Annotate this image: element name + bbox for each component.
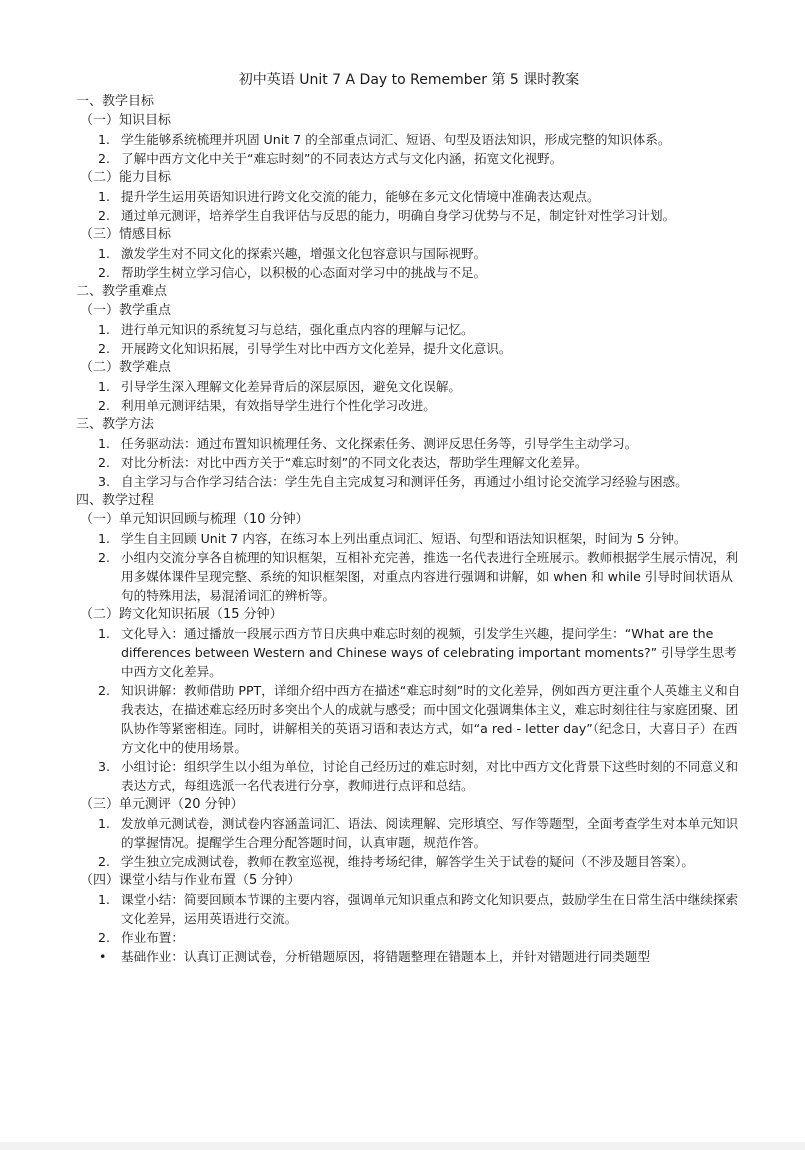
list-item [76,681,742,757]
item-number: 3. [98,759,111,774]
list-item [76,206,742,225]
item-text: 作业布置： [121,930,184,945]
list-item [76,928,742,947]
item-text: 利用单元测评结果，有效指导学生进行个性化学习改进。 [121,398,436,413]
item-number: 2. [98,265,111,280]
item-number: 2. [98,455,111,470]
item-text: 对比分析法：对比中西方关于“难忘时刻”的不同文化表达，帮助学生理解文化差异。 [121,455,588,470]
item-number: 2. [98,550,111,565]
item-number: 1. [98,892,111,907]
subsection-heading: （三）情感目标 [80,227,172,242]
item-number: 1. [98,246,111,261]
item-text: 文化导入：通过播放一段展示西方节日庆典中难忘时刻的视频，引发学生兴趣，提问学生：“What are the differences between Western and Chinese ways of celebrating important moments?” 引导学生思考中西方文化差异。 [121,626,737,679]
item-text: 了解中西方文化中关于“难忘时刻”的不同表达方式与文化内涵，拓宽文化视野。 [121,151,563,166]
item-text: 通过单元测评，培养学生自我评估与反思的能力，明确自身学习优势与不足，制定针对性学习计划。 [121,208,676,223]
item-text: 学生自主回顾 Unit 7 内容，在练习本上列出重点词汇、短语、句型和语法知识框架，时间为 5 分钟。 [121,531,687,546]
section-heading: 三、教学方法 [76,417,155,432]
subsection-heading: （一）知识目标 [80,113,172,128]
item-number: 1. [98,436,111,451]
bullet-item [76,947,742,966]
list-item [76,244,742,263]
subsection-heading: （二）能力目标 [80,170,172,185]
subsection-heading: （一）单元知识回顾与梳理（10 分钟） [80,512,309,527]
item-number: 1. [98,322,111,337]
item-text: 自主学习与合作学习结合法：学生先自主完成复习和测评任务，再通过小组讨论交流学习经验与困惑。 [121,474,688,489]
list-item [76,396,742,415]
item-number: 1. [98,531,111,546]
item-text: 学生独立完成测试卷，教师在教室巡视，维持考场纪律，解答学生关于试卷的疑问（不涉及题目答案）。 [121,854,695,869]
list-item [76,529,742,548]
list-item [76,377,742,396]
list-item [76,453,742,472]
item-text: 课堂小结：简要回顾本节课的主要内容，强调单元知识重点和跨文化知识要点，鼓励学生在日常生活中继续探索文化差异，运用英语进行交流。 [121,892,739,926]
list-item [76,434,742,453]
item-number: 2. [98,930,111,945]
list-item [76,757,742,795]
item-text: 激发学生对不同文化的探索兴趣，增强文化包容意识与国际视野。 [121,246,487,261]
item-number: 3. [98,474,111,489]
list-item [76,339,742,358]
list-item [76,624,742,681]
list-item [76,548,742,605]
list-item [76,187,742,206]
item-number: 2. [98,683,111,698]
item-text: 发放单元测试卷，测试卷内容涵盖词汇、语法、阅读理解、完形填空、写作等题型，全面考查学生对本单元知识的掌握情况。提醒学生合理分配答题时间，认真审题，规范作答。 [121,816,739,850]
item-text: 小组内交流分享各自梳理的知识框架，互相补充完善，推选一名代表进行全班展示。教师根据学生展示情况，利用多媒体课件呈现完整、系统的知识框架图，对重点内容进行强调和讲解，如 when 和 while 引导时间状语从句的特殊用法，易混淆词汇的辨析等。 [121,550,739,603]
list-item [76,149,742,168]
item-text: 提升学生运用英语知识进行跨文化交流的能力，能够在多元文化情境中准确表达观点。 [121,189,600,204]
item-text: 帮助学生树立学习信心，以积极的心态面对学习中的挑战与不足。 [121,265,487,280]
item-number: 2. [98,208,111,223]
document-body [76,70,742,966]
list-item [76,890,742,928]
item-number: 1. [98,816,111,831]
page-title: 初中英语 Unit 7 A Day to Remember 第 5 课时教案 [238,72,580,88]
item-number: 1. [98,379,111,394]
bullet-icon: • [99,949,107,964]
item-text: 学生能够系统梳理并巩固 Unit 7 的全部重点词汇、短语、句型及语法知识，形成完整的知识体系。 [121,132,671,147]
item-number: 2. [98,151,111,166]
item-text: 开展跨文化知识拓展，引导学生对比中西方文化差异，提升文化意识。 [121,341,512,356]
item-number: 1. [98,626,111,641]
list-item [76,814,742,852]
item-text: 进行单元知识的系统复习与总结，强化重点内容的理解与记忆。 [121,322,474,337]
subsection-heading: （二）跨文化知识拓展（15 分钟） [80,607,283,622]
subsection-heading: （四）课堂小结与作业布置（5 分钟） [80,873,301,888]
subsection-heading: （二）教学难点 [80,360,172,375]
list-item [76,852,742,871]
section-heading: 一、教学目标 [76,94,155,109]
item-number: 2. [98,854,111,869]
list-item [76,130,742,149]
subsection-heading: （三）单元测评（20 分钟） [80,797,244,812]
item-number: 2. [98,341,111,356]
list-item [76,472,742,491]
item-text: 知识讲解：教师借助 PPT，详细介绍中西方在描述“难忘时刻”时的文化差异，例如西方更注重个人英雄主义和自我表达，在描述难忘经历时多突出个人的成就与感受；而中国文化强调集体主义，难忘时刻往往与家庭团聚、团队协作等紧密相连。同时，讲解相关的英语习语和表达方式，如“a red - letter day”（纪念日，大喜日子）在西方文化中的使用场景。 [121,683,741,755]
item-text: 小组讨论：组织学生以小组为单位，讨论自己经历过的难忘时刻，对比中西方文化背景下这些时刻的不同意义和表达方式，每组选派一名代表进行分享，教师进行点评和总结。 [121,759,739,793]
list-item [76,263,742,282]
list-item [76,320,742,339]
item-text: 基础作业：认真订正测试卷，分析错题原因，将错题整理在错题本上，并针对错题进行同类题型 [121,949,650,964]
subsection-heading: （一）教学重点 [80,303,172,318]
item-number: 1. [98,132,111,147]
item-text: 引导学生深入理解文化差异背后的深层原因，避免文化误解。 [121,379,462,394]
section-heading: 二、教学重难点 [76,284,168,299]
item-text: 任务驱动法：通过布置知识梳理任务、文化探索任务、测评反思任务等，引导学生主动学习。 [121,436,638,451]
section-heading: 四、教学过程 [76,493,155,508]
item-number: 2. [98,398,111,413]
item-number: 1. [98,189,111,204]
